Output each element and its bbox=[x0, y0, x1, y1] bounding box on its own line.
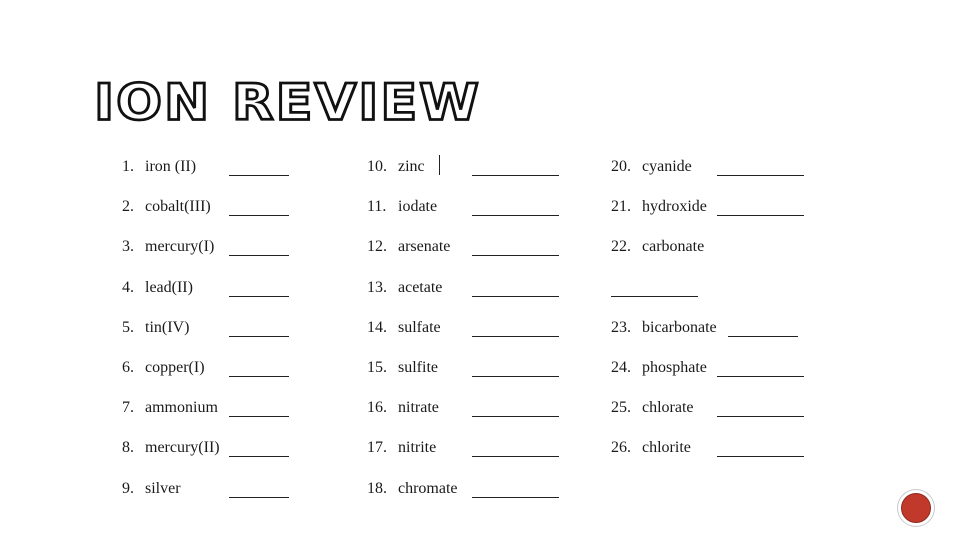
ion-name: phosphate bbox=[642, 358, 707, 376]
answer-blank bbox=[611, 296, 698, 297]
answer-blank bbox=[229, 376, 289, 377]
ion-name: sulfate bbox=[398, 318, 441, 336]
ion-name: lead(II) bbox=[145, 278, 193, 296]
item-number: 24. bbox=[611, 358, 631, 376]
answer-blank bbox=[472, 376, 559, 377]
answer-blank bbox=[472, 175, 559, 176]
item-number: 12. bbox=[367, 238, 387, 256]
answer-blank bbox=[472, 296, 559, 297]
answer-blank bbox=[717, 416, 804, 417]
item-number: 23. bbox=[611, 318, 631, 336]
ion-name: ammonium bbox=[145, 399, 218, 417]
item-number: 4. bbox=[122, 278, 134, 296]
answer-blank bbox=[229, 456, 289, 457]
answer-blank bbox=[472, 215, 559, 216]
item-number: 17. bbox=[367, 439, 387, 457]
ion-name: tin(IV) bbox=[145, 318, 190, 336]
answer-blank bbox=[717, 376, 804, 377]
answer-blank bbox=[472, 456, 559, 457]
item-number: 10. bbox=[367, 158, 387, 175]
item-number: 2. bbox=[122, 198, 134, 216]
ion-name: arsenate bbox=[398, 238, 451, 256]
slide-title: ION REVIEW bbox=[94, 73, 481, 132]
ion-name: sulfite bbox=[398, 358, 438, 376]
item-number: 3. bbox=[122, 238, 134, 256]
ion-name: chromate bbox=[398, 479, 458, 497]
item-number: 11. bbox=[367, 198, 387, 216]
answer-blank bbox=[472, 255, 559, 256]
answer-blank bbox=[472, 497, 559, 498]
item-number: 14. bbox=[367, 318, 387, 336]
answer-blank bbox=[229, 336, 289, 337]
ion-name: mercury(I) bbox=[145, 238, 215, 256]
item-number: 20. bbox=[611, 158, 631, 175]
answer-blank bbox=[229, 416, 289, 417]
item-number: 8. bbox=[122, 439, 134, 457]
answer-blank bbox=[472, 336, 559, 337]
item-number: 25. bbox=[611, 399, 631, 417]
item-number: 13. bbox=[367, 278, 387, 296]
item-number: 9. bbox=[122, 479, 134, 497]
item-number: 22. bbox=[611, 238, 631, 256]
item-number: 1. bbox=[122, 158, 134, 175]
answer-blank bbox=[717, 456, 804, 457]
ion-name: nitrite bbox=[398, 439, 437, 457]
answer-blank bbox=[229, 175, 289, 176]
ion-name: chlorate bbox=[642, 399, 694, 417]
answer-blank bbox=[717, 215, 804, 216]
answer-blank bbox=[229, 215, 289, 216]
item-number: 26. bbox=[611, 439, 631, 457]
item-number: 21. bbox=[611, 198, 631, 216]
ion-name: nitrate bbox=[398, 399, 439, 417]
ion-name: mercury(II) bbox=[145, 439, 220, 457]
text-cursor bbox=[439, 155, 440, 175]
ion-name: iron (II) bbox=[145, 158, 197, 175]
ion-name: carbonate bbox=[642, 238, 705, 256]
item-number: 5. bbox=[122, 318, 134, 336]
ion-name: silver bbox=[145, 479, 181, 497]
item-number: 16. bbox=[367, 399, 387, 417]
ion-name: cyanide bbox=[642, 158, 692, 175]
ion-name: zinc bbox=[398, 158, 425, 175]
item-number: 18. bbox=[367, 479, 387, 497]
ion-name: acetate bbox=[398, 278, 443, 296]
ion-name: cobalt(III) bbox=[145, 198, 211, 216]
ion-name: hydroxide bbox=[642, 198, 707, 216]
slide-number-badge bbox=[898, 490, 934, 526]
answer-blank bbox=[229, 497, 289, 498]
answer-blank bbox=[717, 175, 804, 176]
answer-blank bbox=[229, 255, 289, 256]
ion-name: iodate bbox=[398, 198, 438, 216]
answer-blank bbox=[472, 416, 559, 417]
ion-name: copper(I) bbox=[145, 358, 205, 376]
ion-name: chlorite bbox=[642, 439, 691, 457]
answer-blank bbox=[728, 336, 798, 337]
item-number: 15. bbox=[367, 358, 387, 376]
item-number: 6. bbox=[122, 358, 134, 376]
answer-blank bbox=[229, 296, 289, 297]
item-number: 7. bbox=[122, 399, 134, 417]
ion-name: bicarbonate bbox=[642, 318, 717, 336]
